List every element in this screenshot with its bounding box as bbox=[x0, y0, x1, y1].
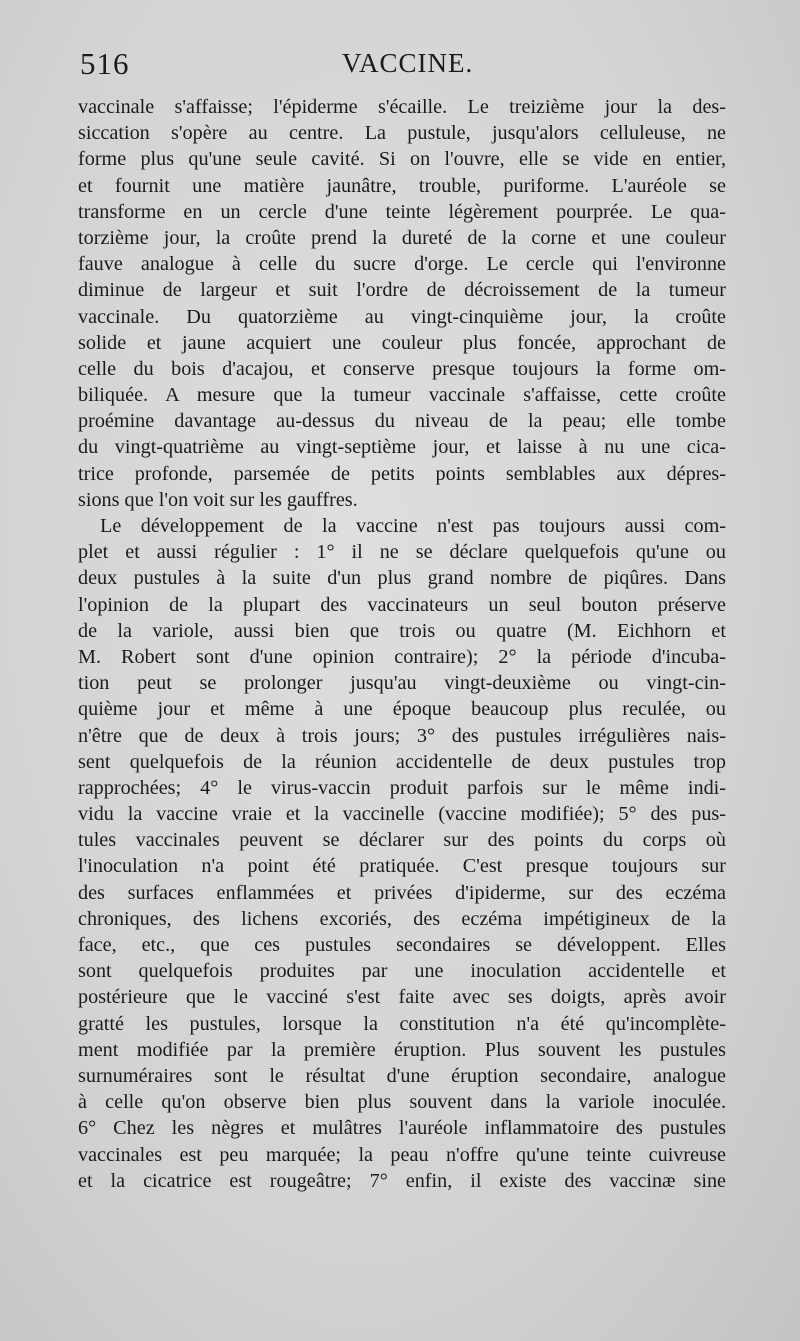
body-text bbox=[78, 94, 726, 1194]
paragraph bbox=[78, 513, 726, 1194]
text-line: chroniques, des lichens excoriés, des eczéma impétigineux de la bbox=[78, 907, 726, 930]
text-line: M. Robert sont d'une opinion contraire); 2° la période d'incuba- bbox=[78, 645, 726, 668]
text-line: l'opinion de la plupart des vaccinateurs un seul bouton préserve bbox=[78, 593, 726, 616]
text-line: gratté les pustules, lorsque la constitution n'a été qu'incomplète- bbox=[78, 1012, 726, 1035]
text-line: sont quelquefois produites par une inoculation accidentelle et bbox=[78, 960, 726, 983]
text-line: vaccinale s'affaisse; l'épiderme s'écaille. Le treizième jour la des- bbox=[78, 96, 726, 118]
text-line: celle du bois d'acajou, et conserve presque toujours la forme om- bbox=[78, 357, 726, 380]
text-line: Le développement de la vaccine n'est pas toujours aussi com- bbox=[100, 515, 726, 537]
text-line: transforme en un cercle d'une teinte légèrement pourprée. Le qua- bbox=[78, 200, 726, 223]
text-line: deux pustules à la suite d'un plus grand nombre de piqûres. Dans bbox=[78, 567, 726, 590]
text-line: plet et aussi régulier : 1° il ne se déclare quelquefois qu'une ou bbox=[78, 541, 726, 564]
text-line: surnuméraires sont le résultat d'une éruption secondaire, analogue bbox=[78, 1064, 726, 1087]
text-line: diminue de largeur et suit l'ordre de décroissement de la tumeur bbox=[78, 279, 726, 302]
text-line: sent quelquefois de la réunion accidentelle de deux pustules trop bbox=[78, 750, 726, 773]
text-line: de la variole, aussi bien que trois ou quatre (M. Eichhorn et bbox=[78, 619, 726, 642]
text-line: quième jour et même à une époque beaucoup plus reculée, ou bbox=[78, 698, 726, 721]
text-line: du vingt-quatrième au vingt-septième jour, et laisse à nu une cica- bbox=[78, 436, 726, 459]
text-line: torzième jour, la croûte prend la dureté de la corne et une couleur bbox=[78, 226, 726, 249]
text-line: biliquée. A mesure que la tumeur vaccinale s'affaisse, cette croûte bbox=[78, 384, 726, 407]
text-line: trice profonde, parsemée de petits points semblables aux dépres- bbox=[78, 462, 726, 485]
text-line: ment modifiée par la première éruption. Plus souvent les pustules bbox=[78, 1038, 726, 1061]
text-line: proémine davantage au-dessus du niveau de la peau; elle tombe bbox=[78, 410, 726, 433]
text-line: et la cicatrice est rougeâtre; 7° enfin, il existe des vaccinæ sine bbox=[78, 1169, 726, 1192]
paragraph bbox=[78, 94, 726, 513]
text-line: fauve analogue à celle du sucre d'orge. Le cercle qui l'environne bbox=[78, 253, 726, 276]
page-number: 516 bbox=[80, 46, 130, 81]
text-line: des surfaces enflammées et privées d'ipiderme, sur des eczéma bbox=[78, 881, 726, 904]
text-line: vidu la vaccine vraie et la vaccinelle (vaccine modifiée); 5° des pus- bbox=[78, 803, 726, 826]
text-line: tion peut se prolonger jusqu'au vingt-deuxième ou vingt-cin- bbox=[78, 672, 726, 695]
running-title: VACCINE. bbox=[342, 48, 474, 78]
text-line: face, etc., que ces pustules secondaires se développent. Elles bbox=[78, 934, 726, 956]
text-line: 6° Chez les nègres et mulâtres l'auréole inflammatoire des pustules bbox=[78, 1117, 726, 1140]
text-line: n'être que de deux à trois jours; 3° des pustules irrégulières nais- bbox=[78, 724, 726, 747]
text-line: l'inoculation n'a point été pratiquée. C'est presque toujours sur bbox=[78, 855, 726, 878]
text-line: forme plus qu'une seule cavité. Si on l'ouvre, elle se vide en entier, bbox=[78, 148, 726, 171]
text-line: sions que l'on voit sur les gauffres. bbox=[78, 488, 358, 511]
text-line: vaccinales est peu marquée; la peau n'offre qu'une teinte cuivreuse bbox=[78, 1143, 726, 1166]
text-line: tules vaccinales peuvent se déclarer sur des points du corps où bbox=[78, 829, 726, 852]
text-line: postérieure que le vacciné s'est faite avec ses doigts, après avoir bbox=[78, 986, 726, 1009]
text-line: siccation s'opère au centre. La pustule, jusqu'alors celluleuse, ne bbox=[78, 122, 726, 145]
text-line: vaccinale. Du quatorzième au vingt-cinquième jour, la croûte bbox=[78, 305, 726, 328]
text-line: et fournit une matière jaunâtre, trouble, puriforme. L'auréole se bbox=[78, 174, 726, 197]
text-line: rapprochées; 4° le virus-vaccin produit parfois sur le même indi- bbox=[78, 776, 726, 799]
text-line: à celle qu'on observe bien plus souvent dans la variole inoculée. bbox=[78, 1091, 726, 1114]
text-line: solide et jaune acquiert une couleur plus foncée, approchant de bbox=[78, 331, 726, 354]
page-header bbox=[80, 46, 730, 86]
